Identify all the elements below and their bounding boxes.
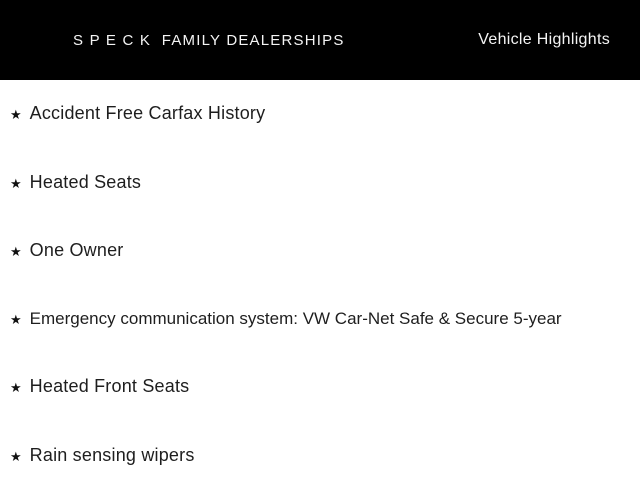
highlight-label: Heated Front Seats xyxy=(29,376,190,397)
highlight-item xyxy=(0,422,640,480)
highlight-item xyxy=(0,149,640,218)
star-icon: ★ xyxy=(10,107,22,122)
highlight-item xyxy=(0,80,640,149)
star-icon: ★ xyxy=(10,448,22,464)
page-title: Vehicle Highlights xyxy=(478,31,610,48)
dealership-name: S P E C K FAMILY DEALERSHIPS xyxy=(73,31,345,49)
highlight-item xyxy=(0,353,640,422)
highlight-item xyxy=(0,286,640,354)
highlight-item xyxy=(0,217,640,286)
highlight-label: Emergency communication system: VW Car-Net Safe & Secure 5-year xyxy=(29,308,562,328)
highlight-label: One Owner xyxy=(29,240,124,261)
header-bar xyxy=(0,0,640,80)
star-icon: ★ xyxy=(10,175,22,191)
star-icon: ★ xyxy=(10,380,22,396)
highlight-label: Accident Free Carfax History xyxy=(29,103,266,123)
star-icon: ★ xyxy=(10,311,22,327)
star-icon: ★ xyxy=(10,244,22,260)
highlight-label: Heated Seats xyxy=(29,171,142,192)
highlights-list xyxy=(0,80,640,480)
highlight-label: Rain sensing wipers xyxy=(29,444,195,465)
